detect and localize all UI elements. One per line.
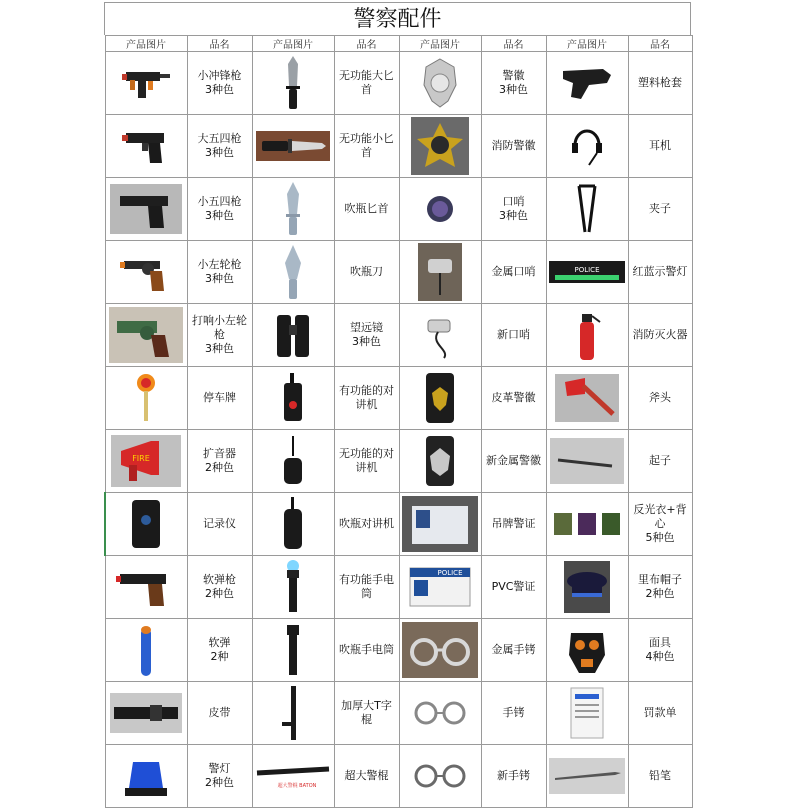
product-image-cell <box>252 430 334 493</box>
product-image-cell <box>105 556 187 619</box>
product-image-cell <box>546 682 628 745</box>
product-name: 打响小左轮 枪 3种色 <box>187 304 252 367</box>
table-row <box>105 367 692 430</box>
product-image-cell <box>252 52 334 115</box>
police-siren-icon <box>121 754 171 798</box>
product-name: 无功能小匕 首 <box>334 115 399 178</box>
reflective-vest-icon <box>552 509 622 539</box>
police-hat-icon <box>562 559 612 615</box>
table-row <box>105 556 692 619</box>
non-functional-walkie-talkie-icon <box>280 434 306 488</box>
product-image-cell <box>546 115 628 178</box>
police-badge-icon <box>420 57 460 109</box>
table-row <box>105 430 692 493</box>
megaphone-icon <box>111 435 181 487</box>
soft-bullet-gun-icon <box>114 564 178 610</box>
product-name: 斧头 <box>628 367 692 430</box>
table-row <box>105 52 692 115</box>
product-name: 有功能手电 筒 <box>334 556 399 619</box>
product-name: 软弹 2种 <box>187 619 252 682</box>
product-name: 里布帽子 2种色 <box>628 556 692 619</box>
product-image-cell <box>105 241 187 304</box>
clip-icon <box>573 182 601 236</box>
axe-icon <box>555 374 619 422</box>
police-card-label: POLICE <box>437 569 463 577</box>
binoculars-icon <box>273 309 313 361</box>
stop-sign-icon <box>134 371 158 425</box>
police-light-label: POLICE <box>574 266 600 274</box>
product-name: 新手铐 <box>481 745 546 808</box>
product-name: 警徽 3种色 <box>481 52 546 115</box>
mask-icon <box>565 623 609 677</box>
product-name: 反光衣+背 心 5种色 <box>628 493 692 556</box>
holster-icon <box>559 63 615 103</box>
metal-whistle-icon <box>418 243 462 301</box>
product-image-cell <box>546 241 628 304</box>
product-name: 超大警棍 <box>334 745 399 808</box>
product-table <box>104 35 693 808</box>
red-blue-warning-light-icon <box>549 257 625 287</box>
badge-card-icon <box>402 496 478 552</box>
header-cell: 产品图片 <box>399 36 481 52</box>
submachine-gun-icon <box>116 60 176 106</box>
body-camera-icon <box>126 496 166 552</box>
product-name: 口哨 3种色 <box>481 178 546 241</box>
product-image-cell <box>399 493 481 556</box>
header-cell: 品名 <box>334 36 399 52</box>
table-row <box>105 178 692 241</box>
product-image-cell <box>105 367 187 430</box>
table-row <box>105 241 692 304</box>
product-image-cell <box>399 241 481 304</box>
product-image-cell <box>105 682 187 745</box>
megaphone-label: FIRE <box>132 454 150 463</box>
product-name: 吊牌警证 <box>481 493 546 556</box>
whistle-icon <box>425 194 455 224</box>
product-image-cell <box>546 178 628 241</box>
belt-icon <box>110 693 182 733</box>
product-name: 吹瓶刀 <box>334 241 399 304</box>
fire-extinguisher-icon <box>572 308 602 362</box>
product-name: 面具 4种色 <box>628 619 692 682</box>
leather-badge-icon <box>420 371 460 425</box>
blow-mold-walkie-talkie-icon <box>279 495 307 553</box>
product-name: 吹瓶手电筒 <box>334 619 399 682</box>
revolver-icon <box>118 249 174 295</box>
product-image-cell <box>252 556 334 619</box>
product-name: 吹瓶对讲机 <box>334 493 399 556</box>
product-name: 金属手铐 <box>481 619 546 682</box>
table-row <box>105 682 692 745</box>
product-image-cell <box>252 367 334 430</box>
product-image-cell <box>105 493 187 556</box>
product-name: 小五四枪 3种色 <box>187 178 252 241</box>
flashlight-icon <box>283 558 303 616</box>
product-name: 大五四枪 3种色 <box>187 115 252 178</box>
product-name: 记录仪 <box>187 493 252 556</box>
product-image-cell <box>105 430 187 493</box>
header-row <box>105 36 692 52</box>
product-name: 夹子 <box>628 178 692 241</box>
product-name: 耳机 <box>628 115 692 178</box>
product-image-cell <box>546 556 628 619</box>
product-name: 新口哨 <box>481 304 546 367</box>
product-name: 红蓝示警灯 <box>628 241 692 304</box>
product-name: 吹瓶匕首 <box>334 178 399 241</box>
product-name: 无功能大匕 首 <box>334 52 399 115</box>
blow-mold-knife-icon <box>281 243 305 301</box>
product-name: 有功能的对 讲机 <box>334 367 399 430</box>
product-image-cell <box>252 682 334 745</box>
metal-handcuffs-icon <box>402 622 478 678</box>
screwdriver-icon <box>550 438 624 484</box>
product-name: 小冲锋枪 3种色 <box>187 52 252 115</box>
product-name: 扩音器 2种色 <box>187 430 252 493</box>
product-image-cell <box>399 178 481 241</box>
product-name: 小左轮枪 3种色 <box>187 241 252 304</box>
knife-icon <box>256 131 330 161</box>
product-name: 金属口哨 <box>481 241 546 304</box>
blow-mold-dagger-icon <box>283 180 303 238</box>
product-name: PVC警证 <box>481 556 546 619</box>
dagger-icon <box>283 54 303 112</box>
product-image-cell <box>252 241 334 304</box>
headset-icon <box>567 123 607 169</box>
product-image-cell <box>105 619 187 682</box>
product-image-cell <box>252 115 334 178</box>
product-name: 无功能的对 讲机 <box>334 430 399 493</box>
product-name: 皮革警徽 <box>481 367 546 430</box>
product-image-cell <box>546 52 628 115</box>
baton-label: 超大警棍 BATON <box>277 783 317 789</box>
product-image-cell <box>105 115 187 178</box>
product-image-cell <box>399 556 481 619</box>
product-image-cell <box>252 304 334 367</box>
table-row <box>105 115 692 178</box>
product-image-cell <box>252 745 334 808</box>
pistol-icon <box>118 123 174 169</box>
table-row <box>105 745 692 808</box>
soft-bullet-icon <box>136 622 156 678</box>
product-image-cell <box>252 178 334 241</box>
product-image-cell <box>546 367 628 430</box>
new-whistle-icon <box>420 310 460 360</box>
fire-badge-icon <box>411 117 469 175</box>
metal-badge-icon <box>420 434 460 488</box>
product-name: 消防灭火器 <box>628 304 692 367</box>
header-cell: 产品图片 <box>546 36 628 52</box>
pvc-police-card-icon <box>408 566 472 608</box>
product-image-cell <box>252 619 334 682</box>
header-cell: 品名 <box>481 36 546 52</box>
walkie-talkie-icon <box>280 371 306 425</box>
new-handcuffs-icon <box>408 761 472 791</box>
product-name: 手铐 <box>481 682 546 745</box>
header-cell: 产品图片 <box>252 36 334 52</box>
product-name: 消防警徽 <box>481 115 546 178</box>
product-name: 罚款单 <box>628 682 692 745</box>
product-image-cell <box>546 430 628 493</box>
product-image-cell <box>399 682 481 745</box>
product-image-cell <box>399 52 481 115</box>
product-image-cell <box>399 619 481 682</box>
cap-revolver-icon <box>109 307 183 363</box>
product-image-cell <box>252 493 334 556</box>
product-image-cell <box>546 304 628 367</box>
product-image-cell <box>399 745 481 808</box>
product-image-cell <box>546 619 628 682</box>
product-name: 望远镜 3种色 <box>334 304 399 367</box>
product-name: 加厚大T字 棍 <box>334 682 399 745</box>
product-name: 停车牌 <box>187 367 252 430</box>
header-cell: 品名 <box>187 36 252 52</box>
product-image-cell <box>399 115 481 178</box>
product-sheet <box>104 2 691 800</box>
product-image-cell <box>105 304 187 367</box>
pistol-icon <box>110 184 182 234</box>
pencil-icon <box>549 758 625 794</box>
product-name: 警灯 2种色 <box>187 745 252 808</box>
handcuffs-icon <box>408 698 472 728</box>
product-name: 新金属警徽 <box>481 430 546 493</box>
product-name: 软弹枪 2种色 <box>187 556 252 619</box>
product-image-cell <box>105 52 187 115</box>
product-image-cell <box>399 304 481 367</box>
sheet-title: 警察配件 <box>104 2 691 35</box>
table-row <box>105 493 692 556</box>
product-name: 皮带 <box>187 682 252 745</box>
product-name: 塑料枪套 <box>628 52 692 115</box>
table-row <box>105 304 692 367</box>
ticket-icon <box>567 686 607 740</box>
product-image-cell <box>399 367 481 430</box>
blow-mold-flashlight-icon <box>283 621 303 679</box>
t-baton-icon <box>278 684 308 742</box>
header-cell: 品名 <box>628 36 692 52</box>
product-name: 铅笔 <box>628 745 692 808</box>
product-image-cell <box>546 493 628 556</box>
product-image-cell <box>105 178 187 241</box>
product-image-cell <box>546 745 628 808</box>
table-row <box>105 619 692 682</box>
product-image-cell <box>105 745 187 808</box>
product-name: 起子 <box>628 430 692 493</box>
product-image-cell <box>399 430 481 493</box>
baton-icon <box>253 761 333 791</box>
header-cell: 产品图片 <box>105 36 187 52</box>
